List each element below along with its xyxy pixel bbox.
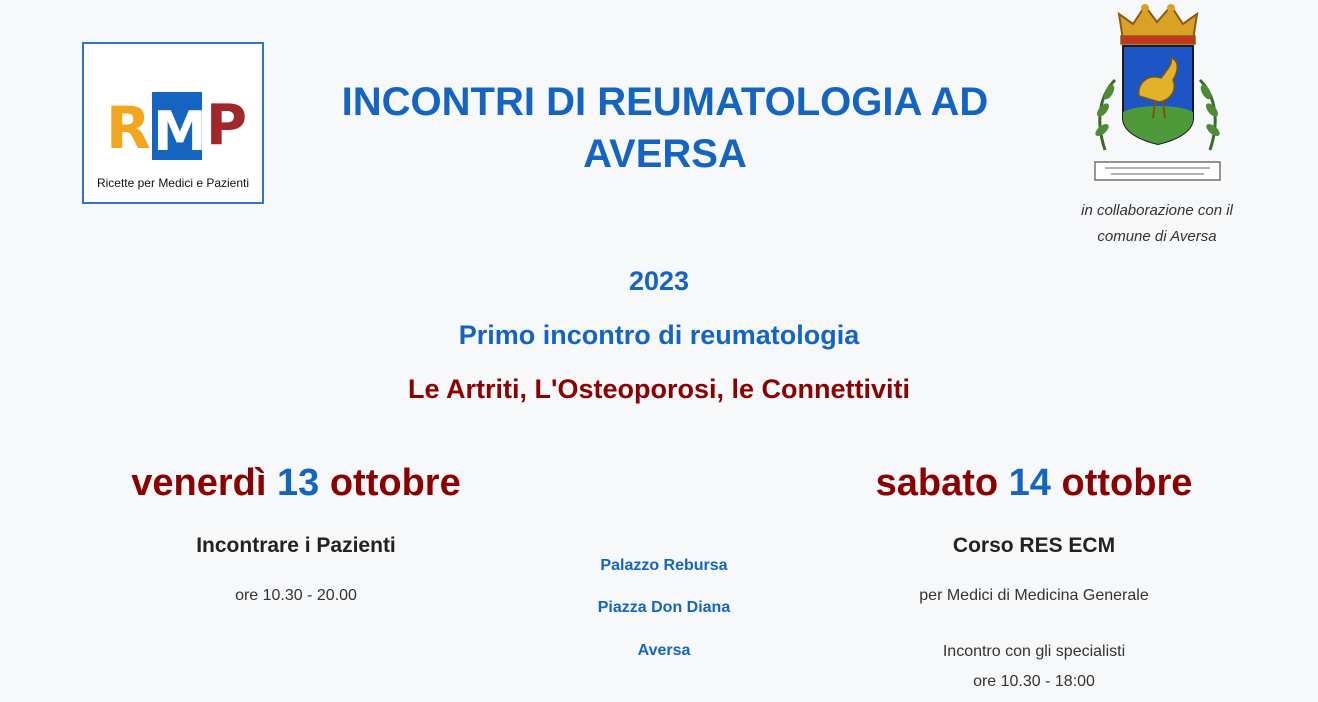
- day1-hours: ore 10.30 - 20.00: [235, 587, 357, 604]
- day2-specialists-block: [846, 637, 1222, 697]
- day2-weekday: sabato: [875, 462, 999, 504]
- day2-specialists: Incontro con gli specialisti: [942, 643, 1126, 660]
- rmp-letter-r: R: [106, 94, 151, 162]
- rmp-logo: [82, 42, 264, 204]
- rmp-letter-m: M: [153, 100, 207, 163]
- day2-hours: ore 10.30 - 18:00: [973, 673, 1095, 690]
- venue-city: Aversa: [637, 642, 691, 659]
- day1-number: 13: [277, 462, 320, 504]
- venue-place: Palazzo Rebursa: [600, 557, 728, 574]
- page-title: INCONTRI DI REUMATOLOGIA AD AVERSA: [341, 80, 989, 176]
- day2-number: 14: [1008, 462, 1051, 504]
- event-subtitle: Primo incontro di reumatologia: [458, 320, 860, 350]
- event-year: 2023: [628, 266, 690, 296]
- venue-square: Piazza Don Diana: [597, 599, 731, 616]
- day1-heading: Incontrare i Pazienti: [196, 534, 396, 557]
- day2-date: [846, 462, 1222, 505]
- event-topics: Le Artriti, L'Osteoporosi, le Connettiviti: [408, 374, 910, 404]
- aversa-coat-of-arms-icon: [1075, 0, 1240, 196]
- collaboration-note: in collaborazione con il comune di Aversa: [1081, 202, 1233, 245]
- day1-month: ottobre: [329, 462, 461, 504]
- day2-heading: Corso RES ECM: [952, 534, 1116, 557]
- rmp-letter-p: P: [206, 93, 248, 158]
- rmp-logo-caption: Ricette per Medici e Pazienti: [96, 176, 250, 190]
- day2-audience: per Medici di Medicina Generale: [919, 587, 1149, 604]
- rmp-logo-mark: [98, 88, 252, 164]
- day1-date: [100, 462, 492, 505]
- day1-weekday: venerdì: [131, 462, 267, 504]
- day2-month: ottobre: [1061, 462, 1193, 504]
